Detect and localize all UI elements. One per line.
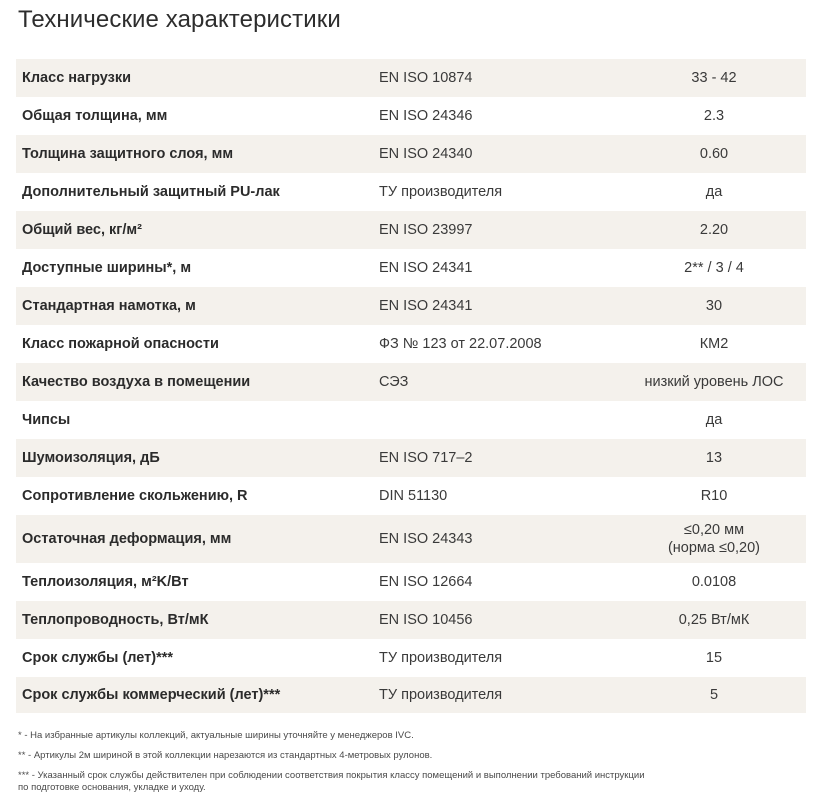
spec-value: 13 [622, 439, 806, 477]
spec-name: Общий вес, кг/м² [16, 211, 375, 249]
spec-name: Срок службы (лет)*** [22, 650, 174, 666]
spec-value: да [705, 184, 723, 200]
spec-name: Теплоизоляция, м²K/Вт [22, 574, 189, 590]
table-row [16, 677, 806, 713]
spec-standard: EN ISO 717–2 [375, 439, 622, 477]
table-row [16, 601, 806, 639]
specs-table [16, 59, 806, 713]
footnote-widths: * - На избранные артикулы коллекций, актуальные ширины уточняйте у менеджеров IVC. [18, 730, 414, 741]
spec-name: Класс пожарной опасности [22, 336, 219, 352]
spec-value: КМ2 [699, 336, 729, 352]
spec-value: R10 [700, 488, 728, 504]
spec-standard: ТУ производителя [375, 677, 622, 713]
table-row [16, 401, 806, 439]
spec-name: Срок службы коммерческий (лет)*** [16, 677, 375, 713]
spec-value: да [705, 412, 723, 428]
spec-name: Стандартная намотка, м [16, 287, 375, 325]
spec-standard: EN ISO 23997 [375, 211, 622, 249]
spec-standard: DIN 51130 [379, 488, 448, 504]
spec-name: Шумоизоляция, дБ [16, 439, 375, 477]
page-title: Технические характеристики [18, 6, 341, 33]
spec-standard: ТУ производителя [379, 650, 503, 666]
table-row [16, 287, 806, 325]
spec-name: Дополнительный защитный PU-лак [22, 184, 280, 200]
spec-value: 0.0108 [691, 574, 737, 590]
spec-standard: EN ISO 24341 [379, 260, 473, 276]
spec-standard: СЭЗ [375, 363, 622, 401]
table-row [16, 97, 806, 135]
table-row [16, 135, 806, 173]
spec-value: 33 - 42 [622, 59, 806, 97]
footnote-service-life-line1: *** - Указанный срок службы действителен при соблюдении соответствия покрытия классу помещений и выполнении требований инструкции [18, 770, 645, 781]
spec-standard: EN ISO 24346 [379, 108, 473, 124]
table-row [16, 211, 806, 249]
spec-name: Класс нагрузки [16, 59, 375, 97]
spec-standard: EN ISO 10874 [375, 59, 622, 97]
spec-standard: ФЗ № 123 от 22.07.2008 [379, 336, 542, 352]
table-row [16, 249, 806, 287]
spec-standard: EN ISO 24341 [375, 287, 622, 325]
footnotes [18, 730, 708, 794]
spec-name: Качество воздуха в помещении [16, 363, 375, 401]
table-row [16, 563, 806, 601]
spec-value: 0,25 Вт/мК [622, 601, 806, 639]
spec-standard: EN ISO 12664 [379, 574, 473, 590]
spec-value: 30 [622, 287, 806, 325]
spec-name: Теплопроводность, Вт/мК [16, 601, 375, 639]
spec-name: Толщина защитного слоя, мм [16, 135, 375, 173]
spec-name: Общая толщина, мм [22, 108, 168, 124]
spec-name: Остаточная деформация, мм [16, 515, 375, 563]
spec-name: Доступные ширины*, м [22, 260, 192, 276]
spec-value: 2.20 [622, 211, 806, 249]
table-row [16, 173, 806, 211]
footnote-service-life-line2: по подготовке основания, укладке и уходу. [18, 782, 206, 793]
table-row [16, 477, 806, 515]
spec-standard: ТУ производителя [379, 184, 503, 200]
table-row [16, 439, 806, 477]
footnote-service-life [18, 770, 708, 794]
spec-standard: EN ISO 24340 [375, 135, 622, 173]
spec-value: 0.60 [622, 135, 806, 173]
table-row [16, 363, 806, 401]
spec-value-line2: (норма ≤0,20) [667, 540, 761, 556]
spec-standard: EN ISO 10456 [375, 601, 622, 639]
table-row [16, 515, 806, 563]
table-row [16, 639, 806, 677]
spec-value: 15 [705, 650, 723, 666]
table-row [16, 325, 806, 363]
spec-value: 2.3 [703, 108, 725, 124]
spec-value: низкий уровень ЛОС [622, 363, 806, 401]
spec-standard: EN ISO 24343 [375, 515, 622, 563]
spec-name: Чипсы [22, 412, 71, 428]
spec-value [622, 515, 806, 563]
table-row [16, 59, 806, 97]
spec-value-line1: ≤0,20 мм [683, 522, 745, 538]
spec-value: 5 [622, 677, 806, 713]
spec-standard [375, 401, 622, 439]
footnote-2m-rolls: ** - Артикулы 2м шириной в этой коллекции нарезаются из стандартных 4-метровых рулонов. [18, 750, 433, 761]
spec-name: Сопротивление скольжению, R [22, 488, 248, 504]
spec-value: 2** / 3 / 4 [684, 260, 744, 276]
